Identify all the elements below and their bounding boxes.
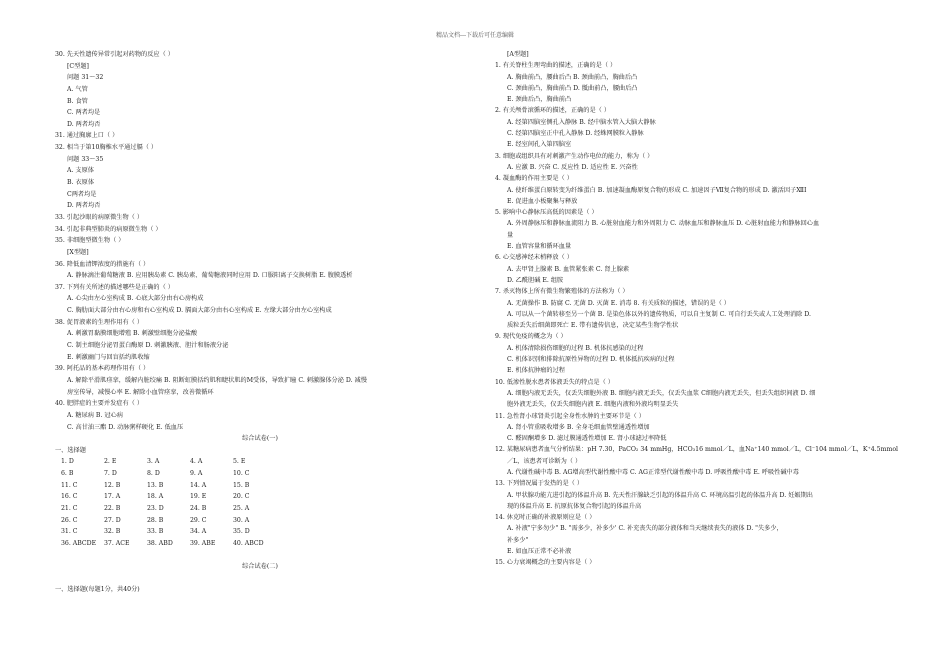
text-line: A. 肾小管重吸收增多 B. 全身毛细血管壁通透性增加 [507, 423, 650, 431]
text-line: 15. 心力衰竭概念的主要内容是（ ） [495, 559, 596, 567]
text-line: A. 细胞内液无丢失，仅丢失细胞外液 B. 细胞内液无丢失，仅丢失血浆 C细胞内液无丢失，但丢失组织间液 D. 细 [507, 389, 816, 397]
text-line: 一、选择题 [55, 446, 86, 454]
answer-cell: 3. A [147, 458, 160, 466]
answer-cell: 9. A [190, 470, 203, 478]
text-line: 10. 低渗性脱水患者体液丢失的特点是（ ） [495, 378, 614, 386]
text-line: E. 经室间孔入第四脑室 [507, 141, 572, 149]
answer-cell: 18. A [147, 493, 164, 501]
answer-row [55, 526, 465, 538]
text-line: 11. 急性肾小球肾炎引起全身性水肿的主要环节是（ ） [495, 412, 645, 420]
text-line: D. 乙酰胆碱 E. 组胺 [507, 276, 564, 284]
text-line: A. 使纤维蛋白原转变为纤维蛋白 B. 加速凝血酶原复合物的形成 C. 加速因子Ⅶ复合物的形成 D. 激活因子ⅫI [507, 186, 807, 194]
text-line: A. 代谢性碱中毒 B. AG增高型代谢性酸中毒 C. AG正常型代谢性酸中毒 D. 呼吸性酸中毒 E. 呼吸性碱中毒 [507, 468, 799, 476]
answer-cell: 5. E [233, 458, 246, 466]
answer-cell: 32. B [104, 528, 121, 536]
text-line: A. 机体清除损伤细胞的过程 B. 机体抗感染的过程 [507, 344, 644, 352]
text-line: E. 刺激幽门与回盲括约肌收缩 [67, 353, 150, 361]
text-line: A. 经第四脑室侧孔入静脉 B. 经中脑水管入大脑大静脉 [507, 118, 656, 126]
answer-cell: 6. B [61, 470, 74, 478]
text-line: 39. 阿托品的基本药理作用有（ ） [55, 365, 150, 373]
text-line: 问题 31～32 [67, 74, 104, 82]
text-line: ／L，该患者可诊断为（ ） [507, 457, 582, 465]
right-column [495, 49, 915, 569]
answer-row [55, 480, 465, 492]
answer-cell: 30. A [233, 516, 250, 524]
text-line: 33. 引起沙眼的病原微生物（ ） [55, 213, 144, 221]
text-line: 7. 杀灭物体上所有微生物繁殖体的方法称为（ ） [495, 288, 629, 296]
answer-cell: 12. B [104, 481, 121, 489]
text-line: 37. 下列有关所述的描述哪些是正确的（ ） [55, 283, 174, 291]
text-line: A. 心尖由左心室构成 B. 心底大部分由右心房构成 [67, 295, 204, 303]
text-line: C两者均是 [67, 190, 97, 198]
text-line: 问题 33～35 [67, 155, 104, 163]
answer-cell: 4. A [190, 458, 203, 466]
answer-row [55, 503, 465, 515]
answer-cell: 21. C [61, 504, 78, 512]
text-line: B. 衣原体 [67, 179, 95, 187]
answer-row [55, 468, 465, 480]
answer-cell: 10. C [233, 470, 250, 478]
text-line: 40. 肥胖症的主要并发症有（ ） [55, 400, 144, 408]
text-line: 量 [507, 231, 514, 239]
text-line: 5. 影响中心静脉压高低的因素是（ ） [495, 209, 598, 217]
section-title: 综合试卷(一) [242, 435, 278, 443]
answer-cell: 2. E [104, 458, 117, 466]
answer-cell: 23. D [147, 504, 164, 512]
section-title: 综合试卷(二) [242, 563, 278, 571]
text-line: A. 气管 [67, 85, 88, 93]
answer-cell: 1. D [61, 458, 74, 466]
text-line: A. 无菌操作 B. 防腐 C. 无菌 D. 灭菌 E. 消毒 8. 有关质粒的描述，错误的是（ ） [507, 299, 730, 307]
answer-cell: 29. C [190, 516, 207, 524]
answer-cell: 7. D [104, 470, 117, 478]
text-line: 胞外液无丢失，仅丢失细胞内液 E. 细胞内液和外液均明显丢失 [507, 401, 679, 409]
answer-cell: 34. A [190, 528, 207, 536]
text-line: C. 颈曲前凸，胸曲前凸 D. 骶曲前凸，腰曲后凸 [507, 84, 638, 92]
answer-cell: 15. B [233, 481, 250, 489]
answer-row [55, 538, 465, 550]
text-line: A. 糖尿病 B. 冠心病 [67, 411, 123, 419]
text-line: A. 外周静脉压和静脉血流阻力 B. 心脏射血能力和外周阻力 C. 动脉血压和静脉血压 D. 心脏射血能力和静脉回心血 [507, 220, 820, 228]
text-line: A. 去甲肾上腺素 B. 血管紧张素 C. 肾上腺素 [507, 265, 630, 273]
answer-cell: 25. A [233, 504, 250, 512]
text-line: E. 颈曲后凸，胸曲前凸 [507, 96, 572, 104]
answer-cell: 38. ABD [147, 539, 173, 547]
text-line: C. 两者均是 [67, 109, 101, 117]
text-line: 补多少" [507, 536, 529, 544]
text-line: C. 制主细胞分泌胃蛋白酶原 D. 刺激胰液、胆汁和肠液分泌 [67, 342, 229, 350]
text-line: [X型题] [67, 248, 89, 256]
answer-cell: 19. E [190, 493, 207, 501]
text-line: C. 胸肋面大部分由右心房和右心室构成 D. 膈面大部分由右心室构成 E. 左缘大部分由左心室构成 [67, 307, 332, 315]
text-line: 36. 降低血清钾浓度的措施有（ ） [55, 260, 150, 268]
text-line: A. 可以从一个菌转移至另一个菌 B. 是染色体以外的遗传物质，可以自主复制 C. 可自行丢失或人工处理消除 D. [507, 310, 811, 318]
answer-cell: 8. D [147, 470, 160, 478]
answer-cell: 24. B [190, 504, 207, 512]
text-line: 9. 现代免疫的概念为（ ） [495, 333, 567, 341]
text-line: 一、选择题(每题1分，共40分) [55, 586, 140, 594]
answer-cell: 26. C [61, 516, 78, 524]
text-line: D. 两者均否 [67, 120, 101, 128]
answer-cell: 36. ABCDE [61, 539, 97, 547]
text-line: [C型题] [67, 62, 89, 70]
text-line: E. 机体抗肿瘤的过程 [507, 367, 565, 375]
answer-cell: 31. C [61, 528, 78, 536]
text-line: A. 刺激胃黏膜细胞增殖 B. 刺激壁细胞分泌盐酸 [67, 330, 198, 338]
text-line: 2. 有关颅骨滚循环的描述，正确的是（ ） [495, 107, 611, 115]
answer-cell: 28. B [147, 516, 164, 524]
page-header: 精品文档---下载后可任意编辑 [435, 32, 515, 39]
answer-cell: 22. B [104, 504, 121, 512]
text-line: C. 醛固酮增多 D. 滤过膜通透性增加 E. 肾小球滤过率降低 [507, 435, 667, 443]
left-column [55, 49, 465, 596]
text-line: 1. 有关脊柱生理弯曲的描述，正确的是（ ） [495, 62, 617, 70]
text-line: A. 静脉滴注葡萄糖液 B. 应用胰岛素 C. 胰岛素、葡萄糖液同时应用 D. 口服阳离子交换树脂 E. 腹膜透析 [67, 272, 353, 280]
text-line: C. 高甘油三酯 D. 动脉粥样硬化 E. 低血压 [67, 423, 184, 431]
text-line: 6. 心交感神经末梢释放（ ） [495, 254, 573, 262]
text-line: 38. 促胃液素的生理作用有（ ） [55, 318, 144, 326]
text-line: 32. 相当于第10胸椎水平通过膈（ ） [55, 144, 158, 152]
text-line: E. 血管容量和循环血量 [507, 243, 572, 251]
answer-cell: 37. ACE [104, 539, 130, 547]
text-line: E. 如血压正常不必补液 [507, 548, 572, 556]
answer-row [55, 515, 465, 527]
text-line: 现的体温升高 E. 抗原抗体复合物引起的体温升高 [507, 502, 642, 510]
text-line [55, 573, 465, 585]
answer-row [55, 456, 465, 468]
text-line: 31. 通过胸廓上口（ ） [55, 132, 119, 140]
text-line: A. 应激 B. 兴奋 C. 反应性 D. 适应性 E. 兴奋性 [507, 163, 638, 171]
text-line: A. 解除平滑肌痉挛，缓解内脏绞痛 B. 阻断虹膜括约肌和睫状肌的M受体，导致扩瞳 C. 刺激腺体分泌 D. 减慢 [67, 376, 367, 384]
text-line: C. 经第四脑室正中孔入静脉 D. 经蛛网膜粒入静脉 [507, 130, 644, 138]
text-line: 12. 某糖尿病患者血气分析结果：pH 7.30，PaCO₂ 34 mmHg，HCO₃16 mmol／L，血Na⁺140 mmol／L，Cl⁻104 mmol／L，K⁺4.5mmol [495, 446, 899, 454]
answer-cell: 17. A [104, 493, 121, 501]
answer-cell: 39. ABE [190, 539, 216, 547]
answer-cell: 16. C [61, 493, 78, 501]
answer-cell: 27. D [104, 516, 121, 524]
answer-cell: 40. ABCD [233, 539, 264, 547]
text-line: 35. 非细胞型微生物（ ） [55, 237, 125, 245]
text-line: 13. 下列情况属于发热的是（ ） [495, 480, 584, 488]
answer-cell: 20. C [233, 493, 250, 501]
answer-cell: 35. D [233, 528, 250, 536]
text-line: 房室传导，减慢心率 E. 解除小血管痉挛，改善微循环 [67, 388, 214, 396]
answer-cell: 13. B [147, 481, 164, 489]
text-line: 质粒丢失后细菌即死亡 E. 带有遗传信息，决定某些生物学性状 [507, 322, 679, 330]
answer-cell: 33. B [147, 528, 164, 536]
text-line: 34. 引起非典型肺炎的病原微生物（ ） [55, 225, 162, 233]
text-line: A. 甲状腺功能亢进引起的体温升高 B. 先天性汗腺缺乏引起的体温升高 C. 环境高温引起的体温升高 D. 妊娠期出 [507, 491, 813, 499]
answer-row [55, 491, 465, 503]
text-line: A. 补液"宁多勿少" B. "需多少，补多少' C. 补充丧失的部分液体和当天继续丧失的液体 D. "失多少， [507, 525, 783, 533]
answer-cell: 14. A [190, 481, 207, 489]
text-line: E. 促进血小板聚集与释放 [507, 197, 578, 205]
text-line: 4. 凝血酶的作用主要是（ ） [495, 175, 573, 183]
text-line: B. 食管 [67, 97, 88, 105]
text-line: [A型题] [507, 51, 529, 58]
answer-cell: 11. C [61, 481, 78, 489]
text-line: C. 机体识别和排除抗原性异物的过程 D. 机体抵抗疾病的过程 [507, 356, 675, 364]
text-line: 3. 细胞或组织具有对刺激产生动作电位的能力，称为（ ） [495, 152, 654, 160]
text-line: 30. 先天性遗传异常引起对药物的反应（ ） [55, 51, 174, 58]
text-line: D. 两者均否 [67, 202, 101, 210]
text-line [55, 550, 465, 562]
text-line: A. 支原体 [67, 167, 94, 175]
text-line: 14. 休克时正确的补液原则应是（ ） [495, 514, 596, 522]
text-line: A. 胸曲前凸，腰曲后凸 B. 颈曲前凸，胸曲后凸 [507, 73, 638, 81]
